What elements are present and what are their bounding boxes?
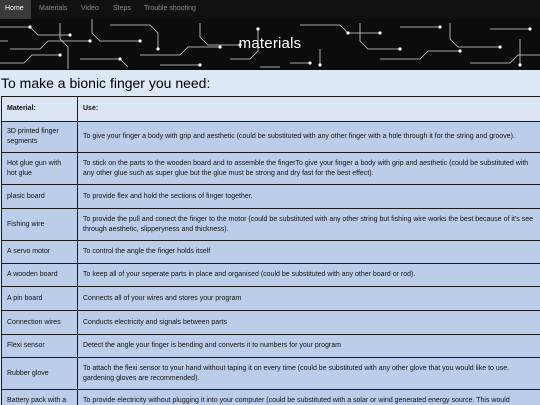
materials-table (1, 96, 540, 405)
page-heading: To make a bionic finger you need: (1, 75, 211, 91)
materials-table-container (1, 96, 540, 405)
top-navigation-bar (0, 0, 540, 19)
material-cell: A wooden board (2, 264, 78, 287)
use-cell: Detect the angle your finger is bending and converts it to numbers for your program (78, 335, 540, 358)
header-banner (0, 19, 540, 70)
use-cell: To attach the flexi sensor to your hand without taping it on every time (could be substituted with any other glove that you would like to use. gardening gloves are recommended). (78, 358, 540, 390)
use-cell: Conducts electricity and signals between parts (78, 311, 540, 335)
nav-trouble-shooting-link[interactable]: Trouble shooting (144, 5, 196, 12)
table-row (2, 287, 540, 311)
banner-title: materials (238, 35, 302, 52)
header-use: Use: (78, 97, 540, 122)
material-cell: 3D printed finger segments (2, 122, 78, 153)
table-header-row (2, 97, 540, 122)
use-cell: To provide the pull and conect the finger to the motor (could be substituted with any other string but fishing wire works the best because of it's see through aesthetic, slipperyness and thickness). (78, 209, 540, 241)
use-cell: To control the angle the finger holds itself (78, 241, 540, 264)
header-material: Material: (2, 97, 78, 122)
nav-home-link[interactable]: Home (0, 0, 31, 19)
use-cell: To provide flex and hold the sections of finger together. (78, 185, 540, 209)
material-cell: Connection wires (2, 311, 78, 335)
material-cell: plasic board (2, 185, 78, 209)
nav-materials-link[interactable]: Materials (39, 5, 68, 12)
material-cell: A pin board (2, 287, 78, 311)
material-cell: Fishing wire (2, 209, 78, 241)
use-cell: To keep all of your seperate parts in place and organised (could be substituted with any other board or rod). (78, 264, 540, 287)
use-cell: To provide electricity without plugging it into your computer (could be substituted with a solar or wind generated energy source. This would (78, 390, 540, 405)
table-row (2, 264, 540, 287)
use-cell: To give your finger a body with grip and aesthetic (could be substituted with any other finger with a hole through it for the string and groove). (78, 122, 540, 153)
material-cell: Rubber glove (2, 358, 78, 390)
table-row (2, 311, 540, 335)
table-row (2, 185, 540, 209)
table-row (2, 153, 540, 185)
nav-steps-link[interactable]: Steps (113, 5, 131, 12)
use-cell: Connects all of your wires and stores your program (78, 287, 540, 311)
material-cell: Hot glue gun with hot glue (2, 153, 78, 185)
table-row (2, 358, 540, 390)
table-row (2, 122, 540, 153)
table-row (2, 209, 540, 241)
material-cell: Flexi sensor (2, 335, 78, 358)
material-cell: A servo motor (2, 241, 78, 264)
nav-video-link[interactable]: Video (81, 5, 99, 12)
table-row (2, 335, 540, 358)
table-row (2, 241, 540, 264)
use-cell: To stick on the parts to the wooden board and to assemble the fingerTo give your finger a body with grip and aesthetic (could be substituted with any other glue such as super glue but the glue must be strong and dry fast for the best effect). (78, 153, 540, 185)
material-cell: Battery pack with a (2, 390, 78, 405)
table-row (2, 390, 540, 405)
